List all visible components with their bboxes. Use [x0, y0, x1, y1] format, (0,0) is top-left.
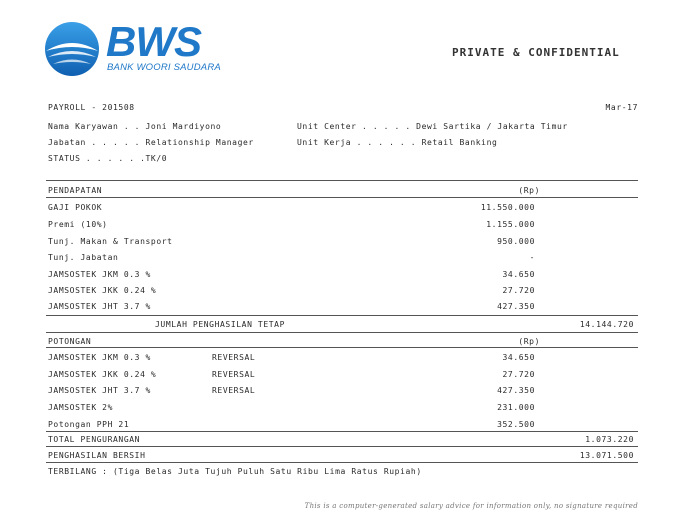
deduction-amount: 27.720	[502, 370, 535, 379]
divider	[46, 446, 638, 447]
divider	[46, 315, 638, 316]
deduction-label: JAMSOSTEK JKM 0.3 %	[48, 353, 151, 362]
divider	[46, 180, 638, 181]
deduction-note: REVERSAL	[212, 353, 256, 362]
earnings-label: Tunj. Jabatan	[48, 253, 119, 262]
earnings-amount: 34.650	[502, 270, 535, 279]
earnings-currency: (Rp)	[518, 186, 540, 195]
deduction-amount: 231.000	[497, 403, 535, 412]
earnings-title: PENDAPATAN	[48, 186, 103, 195]
earnings-label: JAMSOSTEK JHT 3.7 %	[48, 302, 151, 311]
earnings-amount: 1.155.000	[486, 220, 535, 229]
deduction-amount: 352.500	[497, 420, 535, 429]
divider	[46, 431, 638, 432]
deduction-label: JAMSOSTEK JHT 3.7 %	[48, 386, 151, 395]
earnings-total-label: JUMLAH PENGHASILAN TETAP	[155, 320, 285, 329]
deductions-currency: (Rp)	[518, 337, 540, 346]
net-income-label: PENGHASILAN BERSIH	[48, 451, 146, 460]
deduction-note: REVERSAL	[212, 370, 256, 379]
employee-name: Nama Karyawan . . Joni Mardiyono	[48, 122, 222, 131]
earnings-label: JAMSOSTEK JKK 0.24 %	[48, 286, 157, 295]
deduction-note: REVERSAL	[212, 386, 256, 395]
divider	[46, 462, 638, 463]
earnings-amount: 427.350	[497, 302, 535, 311]
deduction-label: JAMSOSTEK 2%	[48, 403, 113, 412]
divider	[46, 332, 638, 333]
earnings-label: Tunj. Makan & Transport	[48, 237, 173, 246]
net-income-amount: 13.071.500	[579, 451, 634, 460]
deductions-total-amount: 1.073.220	[585, 435, 634, 444]
brand-subtitle: BANK WOORI SAUDARA	[107, 62, 221, 73]
divider	[46, 347, 638, 348]
earnings-amount: -	[529, 253, 535, 262]
statement-date: Mar-17	[605, 103, 638, 112]
earnings-total-amount: 14.144.720	[579, 320, 634, 329]
deduction-label: JAMSOSTEK JKK 0.24 %	[48, 370, 157, 379]
earnings-amount: 950.000	[497, 237, 535, 246]
deduction-amount: 427.350	[497, 386, 535, 395]
footer-note: This is a computer-generated salary advice for information only, no signature required	[304, 502, 638, 510]
earnings-label: JAMSOSTEK JKM 0.3 %	[48, 270, 151, 279]
deductions-total-label: TOTAL PENGURANGAN	[48, 435, 141, 444]
bank-logo	[44, 20, 219, 78]
payroll-period-code: PAYROLL - 201508	[48, 103, 135, 112]
status: STATUS . . . . . .TK/0	[48, 154, 168, 163]
earnings-label: Premi (10%)	[48, 220, 108, 229]
bank-logo-globe-icon	[44, 21, 100, 77]
unit-kerja: Unit Kerja . . . . . . Retail Banking	[297, 138, 498, 147]
deduction-label: Potongan PPH 21	[48, 420, 130, 429]
divider	[46, 197, 638, 198]
unit-center: Unit Center . . . . . Dewi Sartika / Jakarta Timur	[297, 122, 568, 131]
deduction-amount: 34.650	[502, 353, 535, 362]
earnings-label: GAJI POKOK	[48, 203, 103, 212]
earnings-amount: 27.720	[502, 286, 535, 295]
position: Jabatan . . . . . Relationship Manager	[48, 138, 254, 147]
confidential-label: PRIVATE & CONFIDENTIAL	[452, 46, 620, 59]
brand-name: BWS	[106, 18, 201, 65]
earnings-amount: 11.550.000	[480, 203, 535, 212]
deductions-title: POTONGAN	[48, 337, 92, 346]
amount-in-words: TERBILANG : (Tiga Belas Juta Tujuh Puluh Satu Ribu Lima Ratus Rupiah)	[48, 467, 422, 476]
